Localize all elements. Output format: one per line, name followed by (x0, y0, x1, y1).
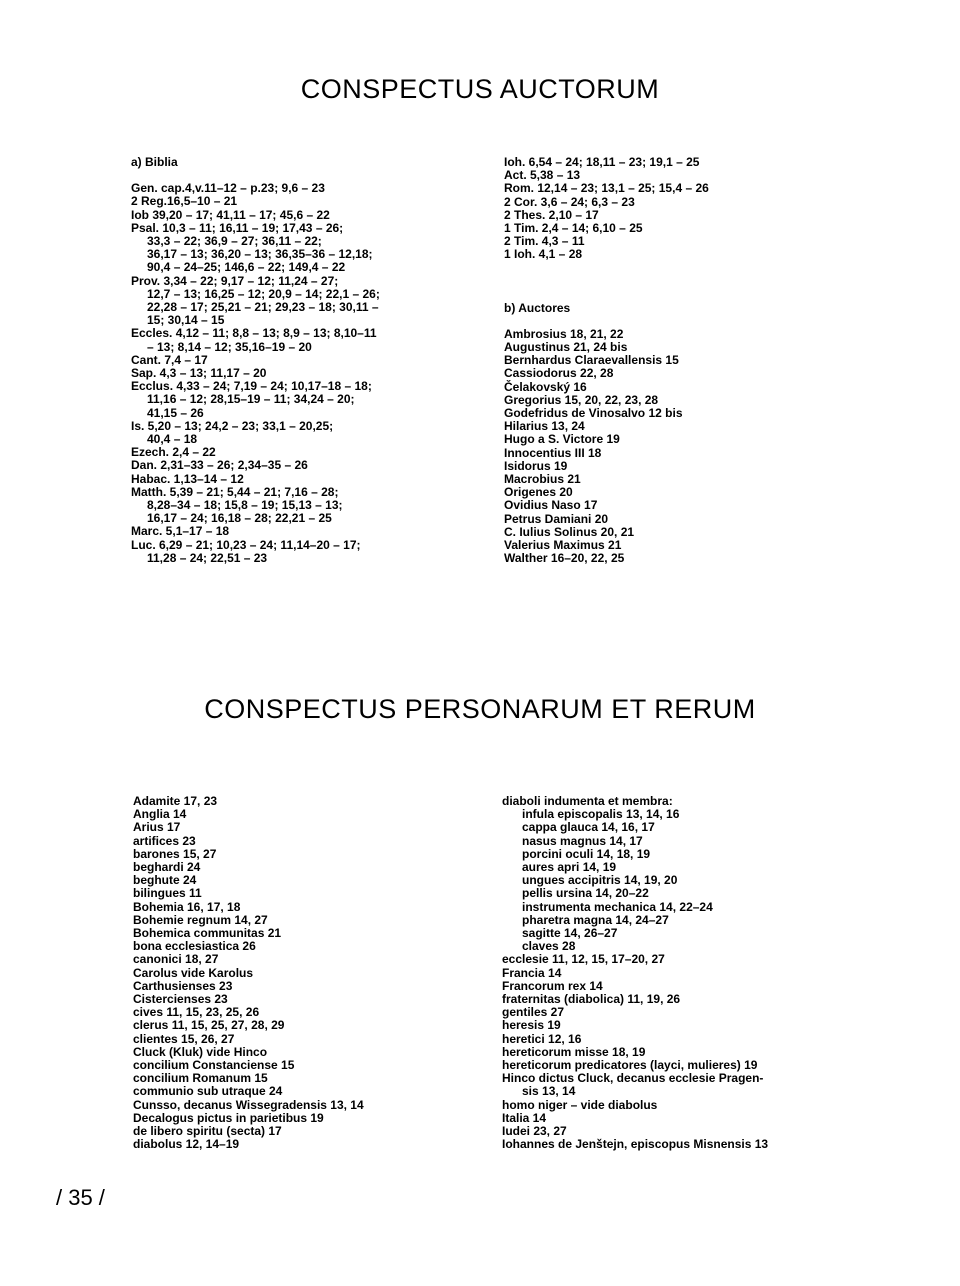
index-entry: Iudei 23, 27 (502, 1124, 567, 1139)
biblia-entry: 11,28 – 24; 22,51 – 23 (147, 550, 268, 565)
index-entry: bona ecclesiastica 26 (133, 939, 256, 954)
index-entry: Bohemica communitas 21 (133, 926, 282, 941)
biblia-entry: Ezech. 2,4 – 22 (131, 445, 216, 460)
auctor-entry: Godefridus de Vinosalvo 12 bis (504, 406, 683, 421)
biblia-entry: Marc. 5,1–17 – 18 (131, 524, 230, 539)
index-entry: instrumenta mechanica 14, 22–24 (522, 899, 713, 914)
biblia-column (131, 156, 461, 565)
auctor-entry: Innocentius III 18 (504, 445, 602, 460)
index-entry: aures apri 14, 19 (522, 860, 617, 875)
biblia-entry: 22,28 – 17; 25,21 – 21; 29,23 – 18; 30,11 – (147, 300, 379, 315)
auctor-entry: Bernhardus Claraevallensis 15 (504, 353, 679, 368)
biblia-entry: Cant. 7,4 – 17 (131, 352, 208, 367)
index-entry: Anglia 14 (133, 807, 187, 822)
index-entry: Decalogus pictus in parietibus 19 (133, 1110, 324, 1125)
biblia-entry: 2 Thes. 2,10 – 17 (504, 207, 599, 222)
biblia-entry: Prov. 3,34 – 22; 9,17 – 12; 11,24 – 27; (131, 273, 339, 288)
index-entry: de libero spiritu (secta) 17 (133, 1124, 282, 1139)
auctor-entry: Hilarius 13, 24 (504, 419, 585, 434)
index-entry: Cunsso, decanus Wissegradensis 13, 14 (133, 1097, 364, 1112)
index-entry: heretici 12, 16 (502, 1031, 582, 1046)
biblia-entry: 90,4 – 24–25; 146,6 – 22; 149,4 – 22 (147, 260, 346, 275)
auctor-entry: Hugo a S. Victore 19 (504, 432, 620, 447)
biblia-entry: 11,16 – 12; 28,15–19 – 11; 34,24 – 20; (147, 392, 355, 407)
biblia-entry: Dan. 2,31–33 – 26; 2,34–35 – 26 (131, 458, 308, 473)
index-entry: Cistercienses 23 (133, 992, 228, 1007)
index-entry: gentiles 27 (502, 1005, 565, 1020)
biblia-entry: 12,7 – 13; 16,25 – 12; 20,9 – 14; 22,1 – 26; (147, 286, 380, 301)
biblia-entry: 1 Ioh. 4,1 – 28 (504, 247, 583, 262)
biblia-entry: Ecclus. 4,33 – 24; 7,19 – 24; 10,17–18 – 18; (131, 379, 372, 394)
index-entry: cives 11, 15, 23, 25, 26 (133, 1005, 260, 1020)
biblia-entry: Act. 5,38 – 13 (504, 168, 581, 183)
index-entry: Italia 14 (502, 1110, 547, 1125)
index-entry: Bohemia 16, 17, 18 (133, 899, 241, 914)
index-entry: Francorum rex 14 (502, 978, 603, 993)
biblia-entry: 16,17 – 24; 16,18 – 28; 22,21 – 25 (147, 511, 332, 526)
biblia-entry: 15; 30,14 – 15 (147, 313, 225, 328)
auctor-entry: Augustinus 21, 24 bis (504, 340, 628, 355)
auctor-entry: C. Iulius Solinus 20, 21 (504, 524, 635, 539)
index-entry: barones 15, 27 (133, 846, 217, 861)
index-entry: clientes 15, 26, 27 (133, 1031, 235, 1046)
index-entry: diaboli indumenta et membra: (502, 794, 673, 808)
auctor-entry: Origenes 20 (504, 485, 573, 500)
index-entry: bilingues 11 (133, 886, 202, 901)
index-entry: canonici 18, 27 (133, 952, 219, 967)
index-entry: hereticorum predicatores (layci, mulieres) 19 (502, 1058, 758, 1073)
biblia-entry: Luc. 6,29 – 21; 10,23 – 24; 11,14–20 – 17; (131, 537, 361, 552)
rerum-left-column (133, 795, 463, 1151)
biblia-entry: Is. 5,20 – 13; 24,2 – 23; 33,1 – 20,25; (131, 418, 334, 433)
index-entry: cappa glauca 14, 16, 17 (522, 820, 655, 835)
auctores-column (504, 156, 804, 565)
biblia-entry: 36,17 – 13; 36,20 – 13; 36,35–36 – 12,18; (147, 247, 373, 262)
index-entry: sis 13, 14 (522, 1084, 576, 1099)
biblia-list-continued (504, 156, 804, 262)
index-entry: sagitte 14, 26–27 (522, 926, 618, 941)
page-number: / 35 / (56, 1185, 105, 1210)
index-entry: beghute 24 (133, 873, 197, 888)
auctor-entry: Walther 16–20, 22, 25 (504, 551, 625, 566)
index-entry: Bohemie regnum 14, 27 (133, 912, 268, 927)
biblia-entry: Matth. 5,39 – 21; 5,44 – 21; 7,16 – 28; (131, 484, 339, 499)
index-entry: beghardi 24 (133, 860, 201, 875)
auctor-entry: Valerius Maximus 21 (504, 538, 622, 553)
auctor-entry: Macrobius 21 (504, 472, 581, 487)
index-entry: Carolus vide Karolus (133, 965, 254, 980)
index-entry: Hinco dictus Cluck, decanus ecclesie Pragen- (502, 1071, 764, 1086)
biblia-entry: Gen. cap.4,v.11–12 – p.23; 9,6 – 23 (131, 181, 325, 196)
index-entry: artifices 23 (133, 833, 196, 848)
auctor-entry: Petrus Damiani 20 (504, 511, 609, 526)
biblia-entry: 2 Reg.16,5–10 – 21 (131, 194, 238, 209)
auctor-entry: Cassiodorus 22, 28 (504, 366, 614, 381)
auctores-heading: b) Auctores (504, 300, 571, 315)
auctor-entry: Isidorus 19 (504, 458, 568, 473)
index-entry: communio sub utraque 24 (133, 1084, 283, 1099)
index-entry: homo niger – vide diabolus (502, 1097, 658, 1112)
biblia-entry: Rom. 12,14 – 23; 13,1 – 25; 15,4 – 26 (504, 181, 709, 196)
auctor-entry: Gregorius 15, 20, 22, 23, 28 (504, 392, 659, 407)
biblia-entry: 8,28–34 – 18; 15,8 – 19; 15,13 – 13; (147, 498, 343, 513)
title-conspectus-auctorum: CONSPECTUS AUCTORUM (300, 74, 660, 104)
auctor-entry: Čelakovský 16 (504, 379, 587, 394)
index-entry: concilium Constanciense 15 (133, 1058, 295, 1073)
biblia-entry: – 13; 8,14 – 12; 35,16–19 – 20 (147, 339, 312, 354)
index-entry: Carthusienses 23 (133, 978, 233, 993)
auctor-entry: Ovidius Naso 17 (504, 498, 598, 513)
index-entry: Arius 17 (133, 820, 181, 835)
index-entry: pharetra magna 14, 24–27 (522, 912, 669, 927)
biblia-entry: 33,3 – 22; 36,9 – 27; 36,11 – 22; (147, 234, 322, 249)
biblia-entry: 2 Tim. 4,3 – 11 (504, 234, 585, 249)
index-entry: clerus 11, 15, 25, 27, 28, 29 (133, 1018, 285, 1033)
biblia-entry: Ioh. 6,54 – 24; 18,11 – 23; 19,1 – 25 (504, 155, 700, 169)
rerum-right-column (502, 795, 832, 1151)
index-entry: Cluck (Kluk) vide Hinco (133, 1044, 268, 1059)
index-entry: pellis ursina 14, 20–22 (522, 886, 649, 901)
index-entry: Adamite 17, 23 (133, 794, 218, 808)
index-entry: diabolus 12, 14–19 (133, 1137, 240, 1152)
index-entry: heresis 19 (502, 1018, 561, 1033)
biblia-entry: Habac. 1,13–14 – 12 (131, 471, 244, 486)
rerum-left-list (133, 795, 463, 1151)
auctor-entry: Ambrosius 18, 21, 22 (504, 326, 624, 341)
index-entry: nasus magnus 14, 17 (522, 833, 643, 848)
index-entry: hereticorum misse 18, 19 (502, 1044, 646, 1059)
index-entry: concilium Romanum 15 (133, 1071, 268, 1086)
biblia-list (131, 182, 461, 565)
biblia-entry: Eccles. 4,12 – 11; 8,8 – 13; 8,9 – 13; 8,10–11 (131, 326, 377, 341)
index-entry: ungues accipitris 14, 19, 20 (522, 873, 678, 888)
rerum-right-list (502, 795, 832, 1151)
biblia-entry: 40,4 – 18 (147, 432, 198, 447)
index-entry: claves 28 (522, 939, 576, 954)
index-entry: porcini oculi 14, 18, 19 (522, 846, 651, 861)
index-entry: infula episcopalis 13, 14, 16 (522, 807, 680, 822)
biblia-entry: 41,15 – 26 (147, 405, 204, 420)
index-entry: Iohannes de Jenštejn, episcopus Misnensis 13 (502, 1137, 769, 1152)
title-conspectus-personarum: CONSPECTUS PERSONARUM ET RERUM (204, 694, 756, 724)
biblia-heading: a) Biblia (131, 155, 178, 169)
biblia-entry: 1 Tim. 2,4 – 14; 6,10 – 25 (504, 221, 643, 236)
index-entry: Francia 14 (502, 965, 562, 980)
biblia-entry: Iob 39,20 – 17; 41,11 – 17; 45,6 – 22 (131, 207, 330, 222)
index-entry: fraternitas (diabolica) 11, 19, 26 (502, 992, 681, 1007)
biblia-entry: Psal. 10,3 – 11; 16,11 – 19; 17,43 – 26; (131, 220, 344, 235)
index-entry: ecclesie 11, 12, 15, 17–20, 27 (502, 952, 665, 967)
biblia-entry: Sap. 4,3 – 13; 11,17 – 20 (131, 366, 267, 381)
auctores-list (504, 328, 804, 566)
biblia-entry: 2 Cor. 3,6 – 24; 6,3 – 23 (504, 194, 635, 209)
